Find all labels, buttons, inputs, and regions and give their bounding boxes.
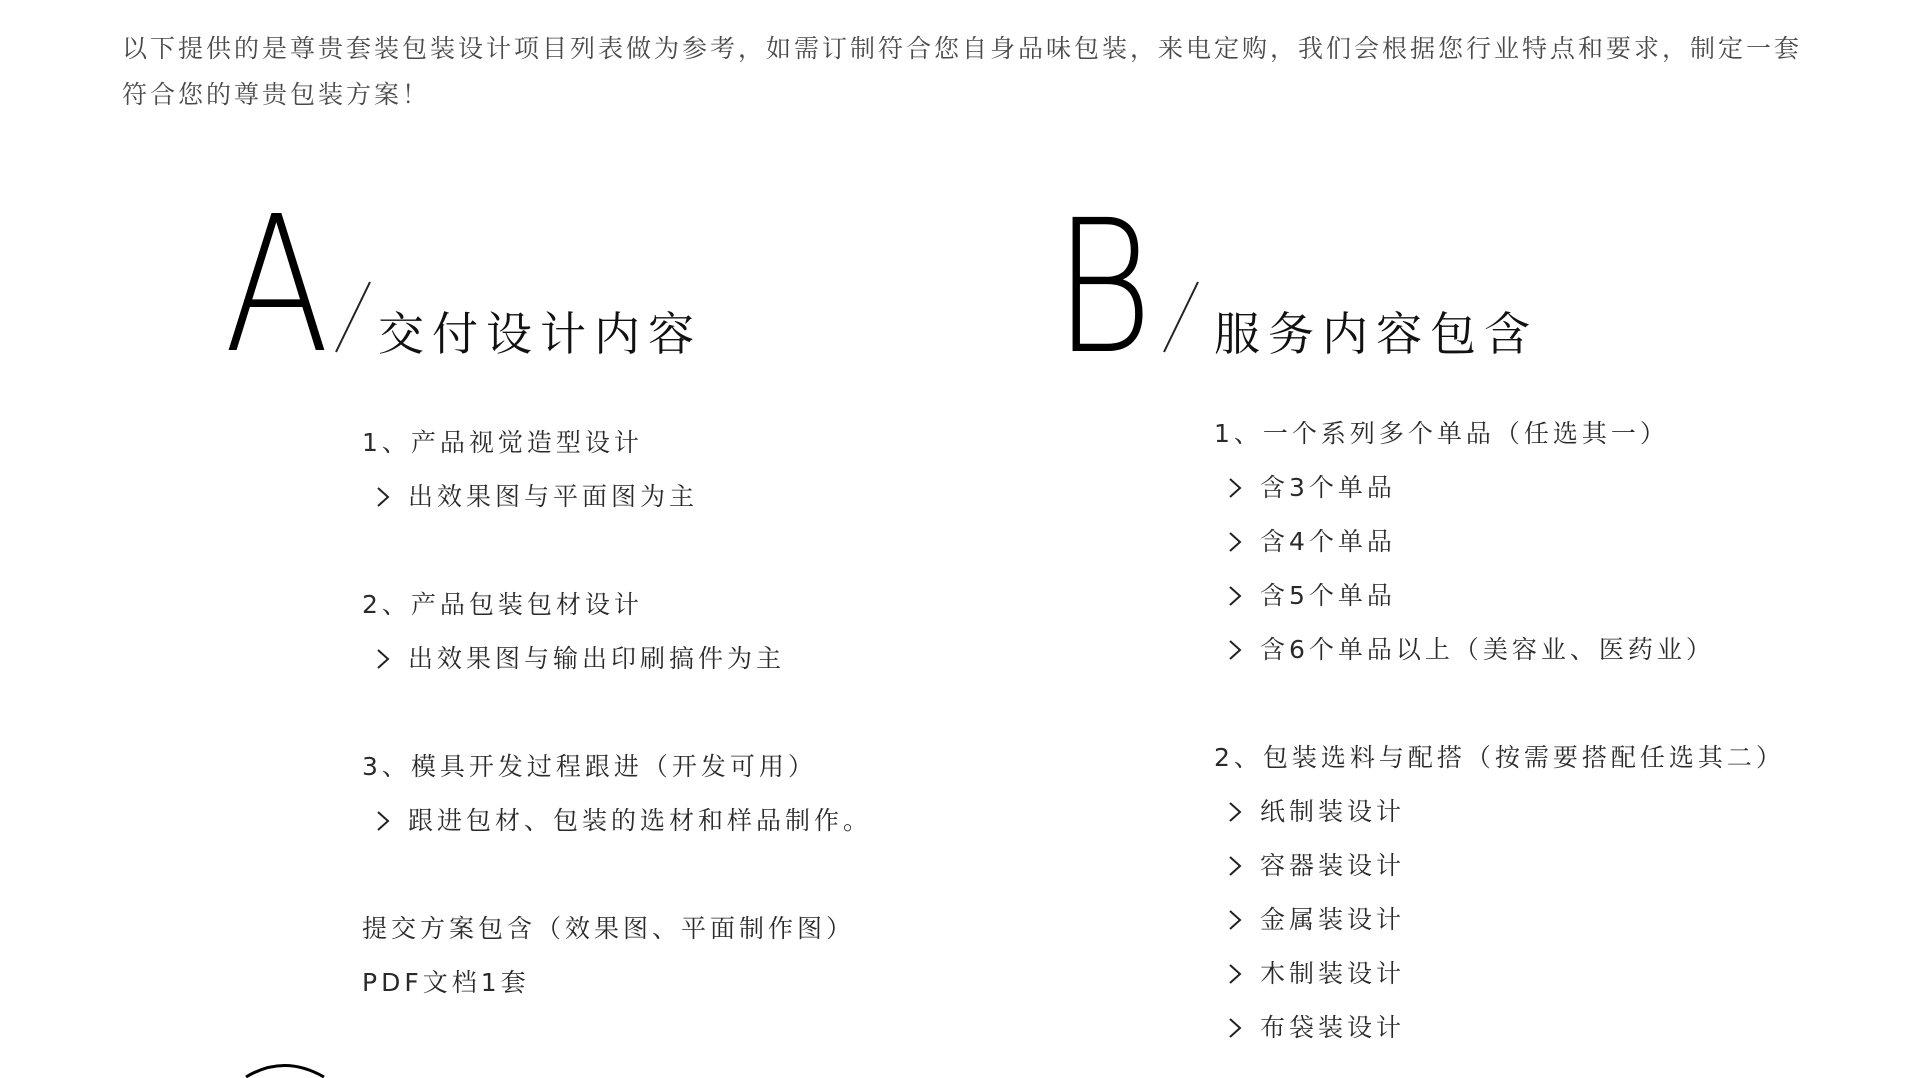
chevron-right-icon: [1214, 522, 1260, 562]
chevron-right-icon: [1214, 846, 1260, 886]
list-item: 金属装设计: [1214, 900, 1405, 940]
intro-paragraph: 以下提供的是尊贵套装包装设计项目列表做为参考，如需订制符合您自身品味包装，来电定购，我们会根据您行业特点和要求，制定一套符合您的尊贵包装方案！: [122, 34, 1803, 109]
chevron-right-icon: [1214, 792, 1260, 832]
list-item: 跟进包材、包装的选材和样品制作。: [362, 801, 872, 841]
chevron-right-icon: [1214, 954, 1260, 994]
list-item: 提交方案包含（效果图、平面制作图）: [362, 914, 856, 943]
list-item: 含3个单品: [1214, 468, 1396, 508]
section-a-slash: [330, 278, 380, 358]
list-item: 3、模具开发过程跟进（开发可用）: [362, 752, 817, 781]
list-item: 1、一个系列多个单品（任选其一）: [1214, 419, 1669, 448]
section-a-title: 交付设计内容: [378, 307, 702, 361]
section-b-title: 服务内容包含: [1214, 307, 1538, 361]
list-item: 含6个单品以上（美容业、医药业）: [1214, 630, 1715, 670]
section-c-letter-partial: [240, 1060, 330, 1078]
chevron-right-icon: [1214, 576, 1260, 616]
section-b-letter: B: [1054, 181, 1153, 395]
list-item: 1、产品视觉造型设计: [362, 428, 643, 457]
list-item: 纸制装设计: [1214, 792, 1405, 832]
chevron-right-icon: [1214, 468, 1260, 508]
section-b-slash: [1158, 278, 1208, 358]
chevron-right-icon: [1214, 630, 1260, 670]
list-item: 出效果图与输出印刷搞件为主: [362, 639, 785, 679]
list-item: 木制装设计: [1214, 954, 1405, 994]
list-item: 含5个单品: [1214, 576, 1396, 616]
list-item: PDF文档1套: [362, 968, 530, 997]
list-item: 2、产品包装包材设计: [362, 590, 643, 619]
chevron-right-icon: [362, 639, 408, 679]
list-item: 含4个单品: [1214, 522, 1396, 562]
chevron-right-icon: [362, 801, 408, 841]
list-item: 出效果图与平面图为主: [362, 477, 698, 517]
list-item: 布袋装设计: [1214, 1008, 1405, 1048]
list-item: 容器装设计: [1214, 846, 1405, 886]
chevron-right-icon: [362, 477, 408, 517]
list-item: 2、包装选料与配搭（按需要搭配任选其二）: [1214, 743, 1785, 772]
chevron-right-icon: [1214, 900, 1260, 940]
section-a-letter: A: [224, 176, 330, 395]
chevron-right-icon: [1214, 1008, 1260, 1048]
